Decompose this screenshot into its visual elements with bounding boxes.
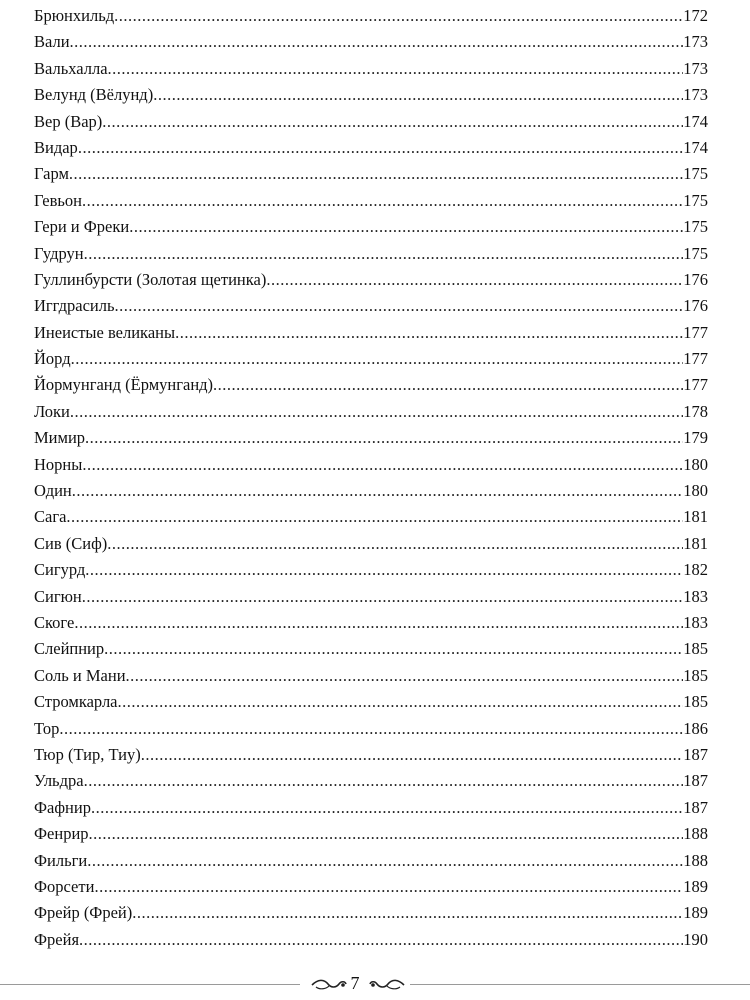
- dot-leader: [84, 241, 684, 267]
- toc-entry-title: Фильги: [34, 850, 88, 870]
- dot-leader: [118, 689, 684, 715]
- toc-entry: [34, 663, 708, 689]
- toc-entry-page: 172: [683, 6, 708, 25]
- toc-entry: [34, 689, 708, 715]
- toc-entry: [34, 848, 708, 874]
- dot-leader: [108, 56, 684, 82]
- toc-entry-page: 173: [683, 58, 708, 78]
- toc-entry-page: 175: [683, 164, 708, 184]
- toc-entry-page: 190: [683, 929, 708, 949]
- dot-leader: [114, 3, 683, 29]
- scroll-flourish-icon: [368, 976, 406, 992]
- toc-entry: [34, 399, 708, 425]
- toc-entry: [34, 768, 708, 794]
- toc-entry-page: 173: [683, 32, 708, 52]
- toc-entry-page: 175: [683, 217, 708, 237]
- toc-entry: [34, 109, 708, 135]
- dot-leader: [129, 214, 683, 240]
- toc-entry: [34, 504, 708, 530]
- toc-entry-title: Йормунганд (Ёрмунганд): [34, 375, 214, 395]
- toc-entry-page: 189: [683, 876, 708, 896]
- dot-leader: [85, 557, 683, 583]
- toc-entry: [34, 267, 708, 293]
- toc-entry-title: Брюнхильд: [34, 6, 115, 25]
- toc-entry-title: Слейпнир: [34, 639, 105, 659]
- toc-entry-title: Сигюн: [34, 586, 82, 606]
- toc-entry-title: Гевьон: [34, 190, 83, 210]
- toc-entry-title: Фафнир: [34, 797, 91, 817]
- toc-entry: [34, 346, 708, 372]
- toc-entry-title: Инеистые великаны: [34, 322, 176, 342]
- dot-leader: [126, 663, 684, 689]
- toc-entry-title: Видар: [34, 137, 78, 157]
- toc-entry: [34, 293, 708, 319]
- toc-entry: [34, 82, 708, 108]
- toc-entry: [34, 56, 708, 82]
- dot-leader: [59, 716, 683, 742]
- toc-entry: [34, 927, 708, 953]
- toc-entry-title: Локи: [34, 401, 70, 421]
- toc-entry: [34, 610, 708, 636]
- toc-entry-page: 177: [683, 375, 708, 395]
- toc-entry-title: Гудрун: [34, 243, 84, 263]
- toc-entry-page: 176: [683, 269, 708, 289]
- toc-entry-page: 181: [683, 507, 708, 527]
- toc-entry-title: Тюр (Тир, Тиу): [34, 744, 141, 764]
- table-of-contents: [34, 3, 708, 953]
- toc-entry-title: Мимир: [34, 428, 86, 448]
- toc-entry-page: 185: [683, 692, 708, 712]
- toc-entry: [34, 161, 708, 187]
- toc-entry-title: Вер (Вар): [34, 111, 103, 131]
- toc-entry: [34, 584, 708, 610]
- toc-entry-page: 183: [683, 612, 708, 632]
- toc-entry: [34, 874, 708, 900]
- page-footer: [0, 970, 750, 1000]
- toc-entry: [34, 452, 708, 478]
- toc-entry-page: 178: [683, 401, 708, 421]
- toc-entry: [34, 795, 708, 821]
- toc-entry-title: Стромкарла: [34, 692, 118, 712]
- toc-entry-page: 177: [683, 349, 708, 369]
- toc-entry-page: 181: [683, 533, 708, 553]
- toc-entry-title: Форсети: [34, 876, 95, 896]
- dot-leader: [102, 109, 683, 135]
- dot-leader: [91, 795, 683, 821]
- toc-entry-title: Сигурд: [34, 560, 86, 580]
- toc-entry-title: Гери и Фреки: [34, 217, 130, 237]
- dot-leader: [79, 927, 683, 953]
- toc-entry-title: Сив (Сиф): [34, 533, 108, 553]
- toc-entry-page: 188: [683, 824, 708, 844]
- dot-leader: [175, 320, 683, 346]
- dot-leader: [94, 874, 683, 900]
- toc-entry: [34, 320, 708, 346]
- toc-entry-title: Велунд (Вёлунд): [34, 85, 154, 105]
- toc-entry-title: Иггдрасиль: [34, 296, 115, 316]
- toc-entry-page: 180: [683, 454, 708, 474]
- page-number: 7: [350, 973, 360, 993]
- toc-entry-page: 189: [683, 903, 708, 923]
- dot-leader: [71, 346, 684, 372]
- toc-entry-page: 174: [683, 137, 708, 157]
- toc-entry-title: Соль и Мани: [34, 665, 126, 685]
- toc-entry: [34, 188, 708, 214]
- dot-leader: [82, 452, 683, 478]
- toc-entry-page: 177: [683, 322, 708, 342]
- toc-entry: [34, 135, 708, 161]
- scroll-flourish-icon: [310, 976, 348, 992]
- toc-entry-page: 187: [683, 797, 708, 817]
- dot-leader: [82, 584, 683, 610]
- toc-entry-page: 185: [683, 639, 708, 659]
- toc-entry: [34, 372, 708, 398]
- toc-entry-title: Ульдра: [34, 771, 84, 791]
- dot-leader: [70, 399, 683, 425]
- toc-entry: [34, 716, 708, 742]
- toc-entry-page: 174: [683, 111, 708, 131]
- toc-entry-page: 186: [683, 718, 708, 738]
- toc-entry-page: 183: [683, 586, 708, 606]
- toc-entry: [34, 29, 708, 55]
- toc-entry-title: Вальхалла: [34, 58, 108, 78]
- toc-entry: [34, 214, 708, 240]
- toc-entry-title: Скоге: [34, 612, 75, 632]
- toc-entry-title: Вали: [34, 32, 70, 52]
- toc-entry-title: Сага: [34, 507, 67, 527]
- toc-entry-title: Один: [34, 481, 72, 501]
- dot-leader: [87, 848, 683, 874]
- footer-rule-right: [410, 984, 750, 985]
- toc-entry-page: 188: [683, 850, 708, 870]
- toc-entry-title: Гуллинбурсти (Золотая щетинка): [34, 269, 267, 289]
- toc-entry-page: 187: [683, 744, 708, 764]
- dot-leader: [89, 821, 684, 847]
- dot-leader: [78, 135, 683, 161]
- toc-entry-title: Тор: [34, 718, 60, 738]
- toc-entry: [34, 3, 708, 29]
- dot-leader: [115, 293, 684, 319]
- dot-leader: [69, 161, 683, 187]
- toc-entry: [34, 557, 708, 583]
- toc-entry-page: 180: [683, 481, 708, 501]
- toc-entry-title: Гарм: [34, 164, 69, 184]
- toc-entry: [34, 478, 708, 504]
- toc-entry: [34, 241, 708, 267]
- toc-entry-page: 185: [683, 665, 708, 685]
- dot-leader: [84, 768, 684, 794]
- dot-leader: [213, 372, 683, 398]
- toc-entry-page: 176: [683, 296, 708, 316]
- dot-leader: [82, 188, 683, 214]
- dot-leader: [72, 478, 683, 504]
- toc-entry-page: 173: [683, 85, 708, 105]
- dot-leader: [66, 504, 683, 530]
- toc-entry: [34, 425, 708, 451]
- toc-entry-title: Норны: [34, 454, 83, 474]
- dot-leader: [104, 636, 683, 662]
- dot-leader: [70, 29, 684, 55]
- toc-entry-title: Фенрир: [34, 824, 89, 844]
- dot-leader: [74, 610, 683, 636]
- dot-leader: [153, 82, 683, 108]
- dot-leader: [132, 900, 683, 926]
- toc-entry: [34, 742, 708, 768]
- dot-leader: [141, 742, 684, 768]
- toc-entry-title: Фрейя: [34, 929, 80, 949]
- toc-entry-page: 175: [683, 190, 708, 210]
- toc-entry: [34, 531, 708, 557]
- toc-entry-page: 182: [683, 560, 708, 580]
- toc-entry: [34, 636, 708, 662]
- toc-entry: [34, 821, 708, 847]
- dot-leader: [85, 425, 683, 451]
- dot-leader: [107, 531, 683, 557]
- toc-entry-page: 179: [683, 428, 708, 448]
- dot-leader: [266, 267, 683, 293]
- toc-entry-title: Фрейр (Фрей): [34, 903, 133, 923]
- footer-rule-left: [0, 984, 300, 985]
- toc-entry-page: 187: [683, 771, 708, 791]
- toc-entry: [34, 900, 708, 926]
- toc-entry-title: Йорд: [34, 349, 71, 369]
- toc-entry-page: 175: [683, 243, 708, 263]
